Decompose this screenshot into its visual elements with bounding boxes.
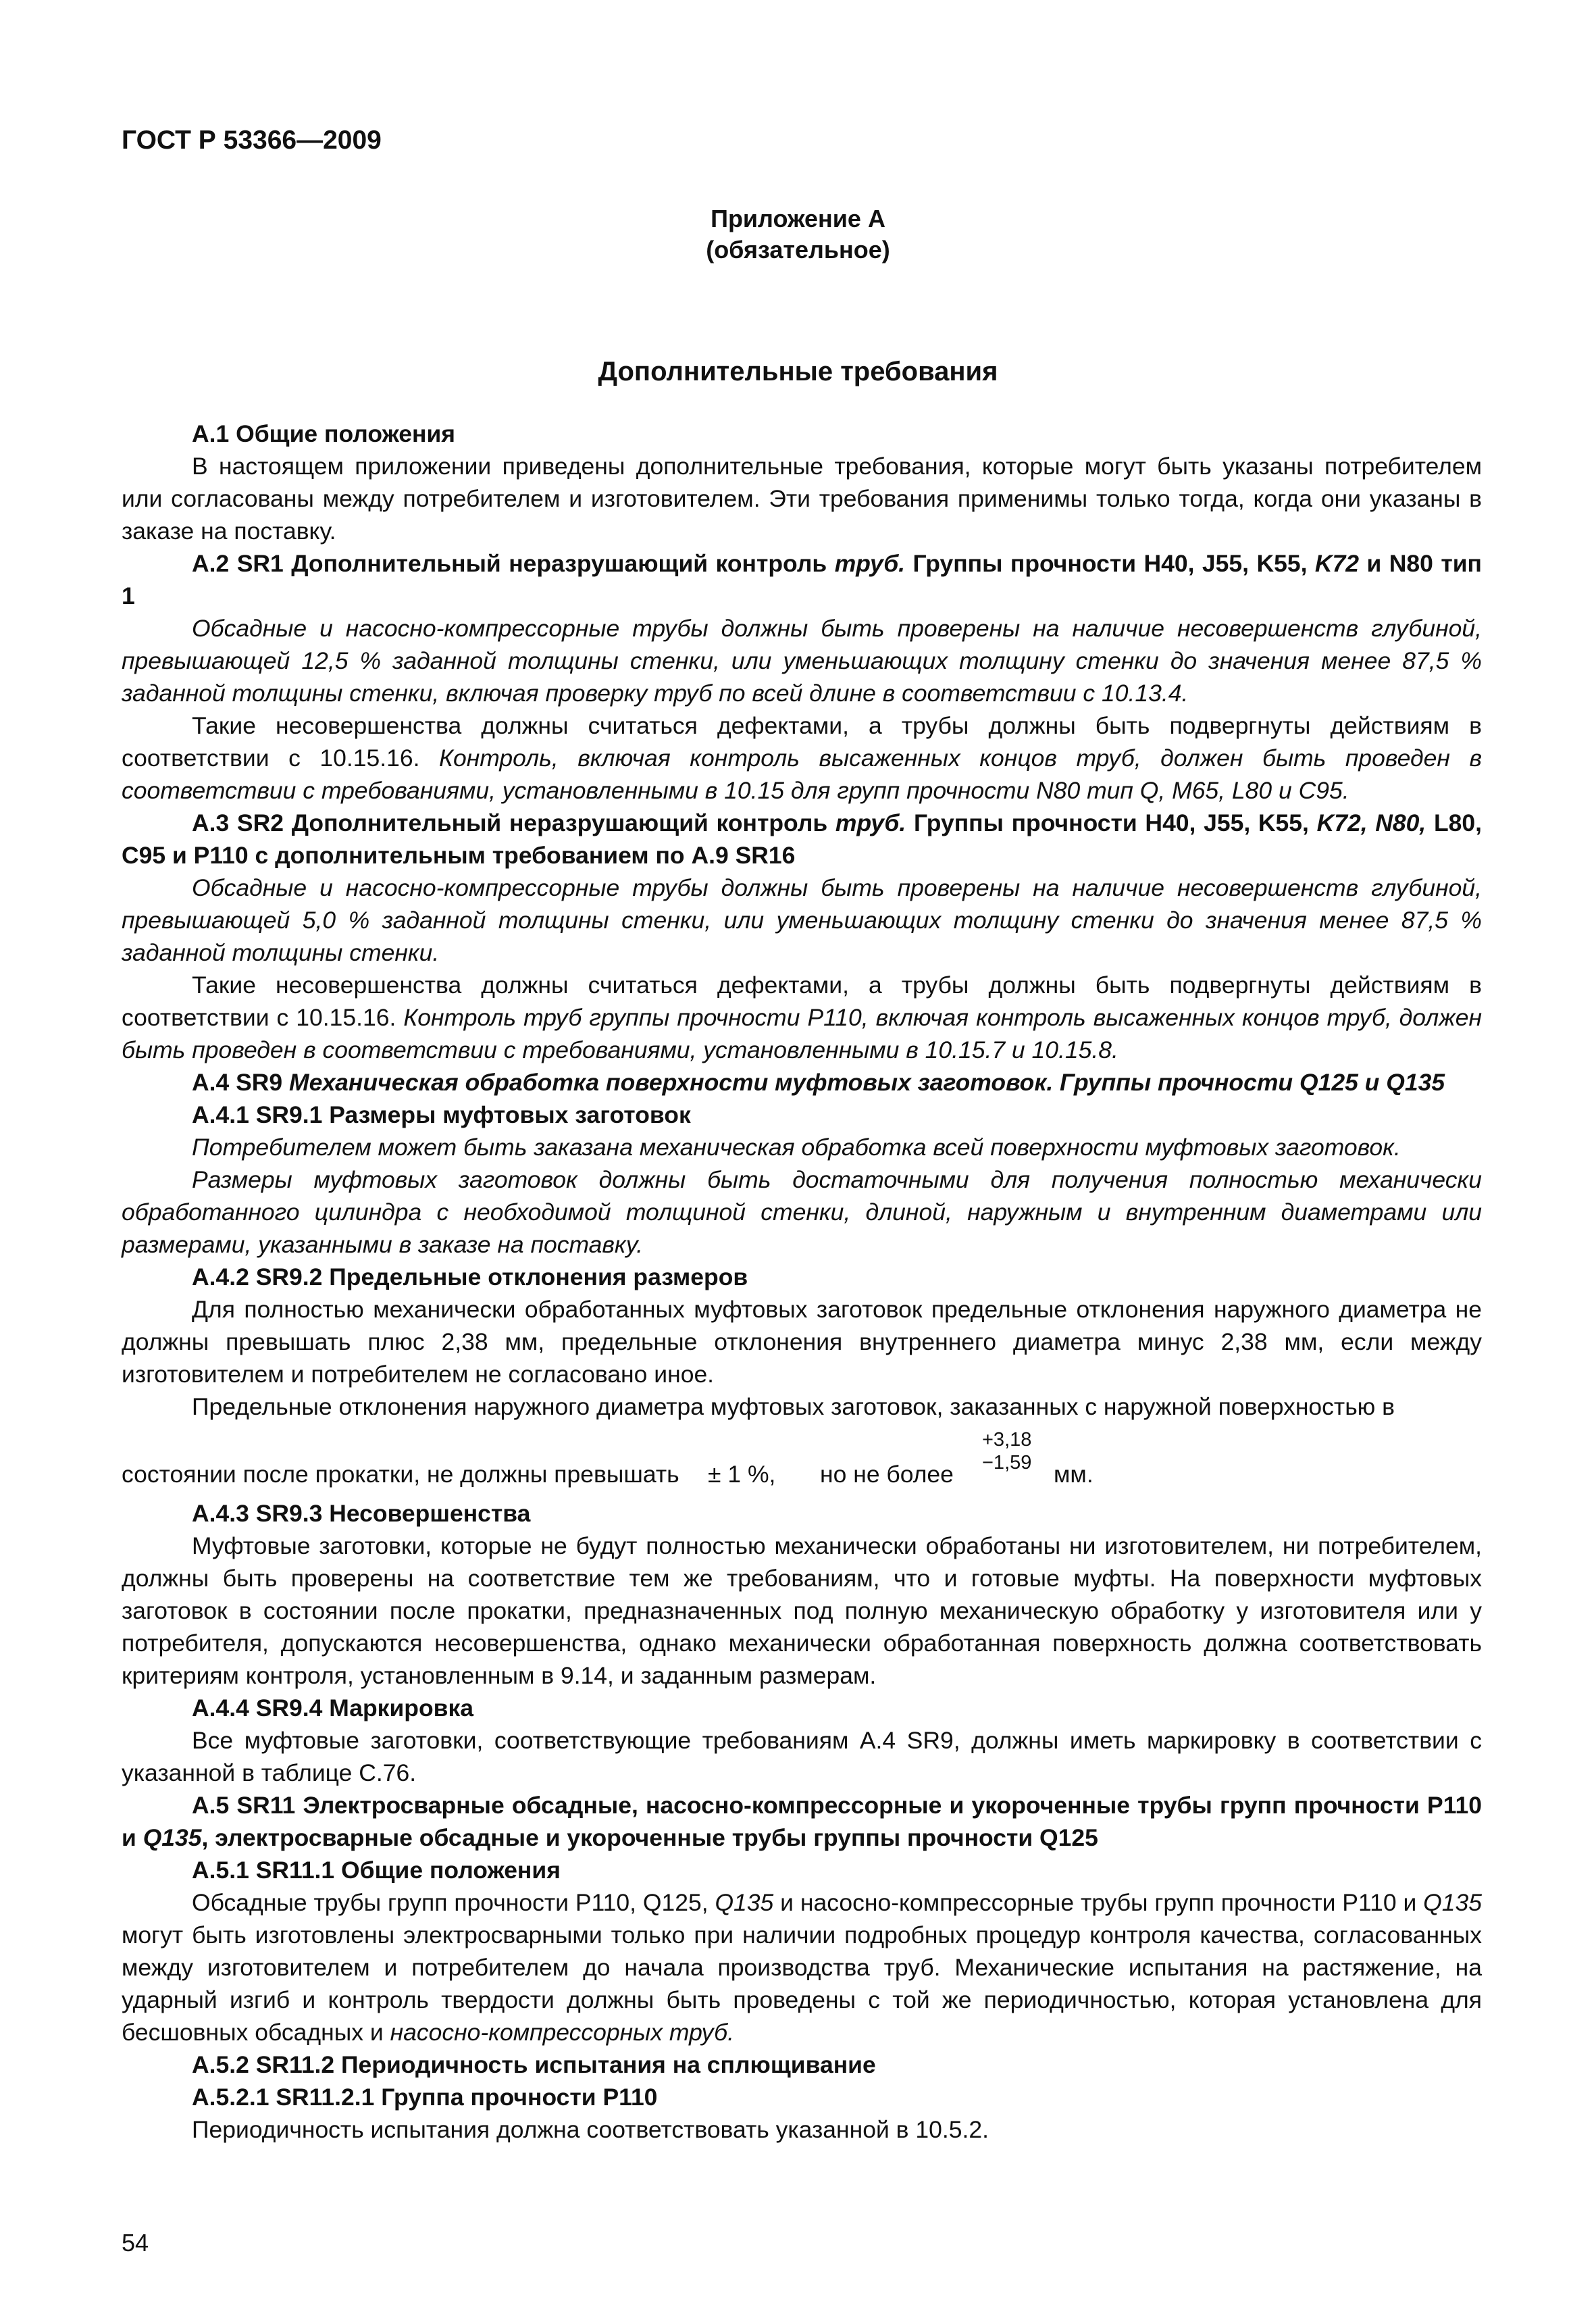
paragraph-a5-2-1: Периодичность испытания должна соответствовать указанной в 10.5.2. (192, 2116, 989, 2143)
paragraph-italic-part: насосно-компрессорных труб. (390, 2019, 735, 2046)
heading-a4-4: А.4.4 SR9.4 Маркировка (192, 1694, 473, 1721)
heading-a4-1: А.4.1 SR9.1 Размеры муфтовых заготовок (192, 1101, 691, 1128)
paragraph-italic-part: Q135 (715, 1889, 774, 1916)
tolerance-limits (982, 1428, 1031, 1474)
page-number: 54 (122, 2229, 149, 2257)
paragraph-a4-4-1: Все муфтовые заготовки, соответствующие требованиям А.4 SR9, должны иметь маркировку в соответствии с указанной в таблице С.76. (122, 1727, 1482, 1786)
appendix-status: (обязательное) (706, 236, 890, 263)
heading-a4-3: А.4.3 SR9.3 Несовершенства (192, 1500, 531, 1527)
heading-a4 (122, 1066, 1482, 1099)
paragraph-part: Такие несовершенства должны считаться дефектами, а трубы должны быть подвергнуты действиям в соответствии с 10.15.16. (122, 972, 1482, 1031)
paragraph-part: и насосно-компрессорные трубы групп прочности Р110 и (773, 1889, 1424, 1916)
tolerance-percent: ± 1 %, (708, 1461, 776, 1488)
paragraph-a5-1-1 (122, 1886, 1482, 2048)
heading-a3-part: L80, С95 и Р110 с дополнительным требованием по А.9 SR16 (122, 809, 1482, 869)
heading-a5-part: , электросварные обсадные и укороченные трубы группы прочности Q125 (201, 1824, 1098, 1851)
heading-a3-part: Группы прочности Н40, J55, K55, (906, 809, 1317, 836)
paragraph-a4-2-2: Предельные отклонения наружного диаметра муфтовых заготовок, заказанных с наружной поверхностью в (192, 1393, 1395, 1420)
paragraph-a4-3-1: Муфтовые заготовки, которые не будут полностью механически обработаны ни изготовителем, ни потребителем, должны быть проверены на соответствие тем же требованиям, что и готовые муфты. На поверхности муфтовых заготовок в состоянии после прокатки, предназначенных под полную механическую обработку у изготовителя или у потребителя, допускаются несовершенства, однако механически обработанная поверхность должна соответствовать критериям контроля, установленным в 9.14, и заданным размерам. (122, 1532, 1482, 1689)
heading-a5-2-1: А.5.2.1 SR11.2.1 Группа прочности Р110 (192, 2084, 658, 2111)
paragraph-italic-part: Контроль труб группы прочности Р110, включая контроль высаженных концов труб, должен быть проведен в соответствии с требованиями, установленными в 10.15.7 и 10.15.8. (122, 1004, 1482, 1063)
heading-a4-italic: Механическая обработка поверхности муфтовых заготовок. Группы прочности Q125 и Q135 (289, 1069, 1445, 1096)
heading-a2-italic: K72 (1314, 550, 1360, 577)
heading-a4-part: А.4 SR9 (192, 1069, 290, 1096)
heading-a2 (122, 547, 1482, 612)
heading-a2-part: Группы прочности Н40, J55, K55, (905, 550, 1315, 577)
paragraph-a2-1: Обсадные и насосно-компрессорные трубы должны быть проверены на наличие несовершенств глубиной, превышающей 12,5 % заданной толщины стенки, или уменьшающих толщину стенки до значения менее 87,5 % заданной толщины стенки, включая проверку труб по всей длине в соответствии с 10.13.4. (122, 615, 1482, 707)
tolerance-text-start: состоянии после прокатки, не должны превышать (122, 1461, 679, 1488)
standard-designation: ГОСТ Р 53366—2009 (122, 126, 382, 155)
tolerance-lower: −1,59 (982, 1452, 1032, 1474)
paragraph-a3-1: Обсадные и насосно-компрессорные трубы должны быть проверены на наличие несовершенств глубиной, превышающей 5,0 % заданной толщины стенки, или уменьшающих толщину стенки до значения менее 87,5 % заданной толщины стенки. (122, 874, 1482, 966)
heading-a5-2: А.5.2 SR11.2 Периодичность испытания на сплющивание (192, 2051, 876, 2078)
paragraph-a4-2-1: Для полностью механически обработанных муфтовых заготовок предельные отклонения наружного диаметра не должны превышать плюс 2,38 мм, предельные отклонения внутреннего диаметра минус 2,38 мм, если между изготовителем и потребителем не согласовано иное. (122, 1296, 1482, 1388)
tolerance-text-mid: но не более (820, 1461, 954, 1488)
heading-a3-italic: K72, N80, (1316, 809, 1426, 836)
tolerance-unit: мм. (1054, 1461, 1093, 1488)
heading-a3-part: А.3 SR2 Дополнительный неразрушающий контроль (192, 809, 835, 836)
heading-a1: А.1 Общие положения (192, 420, 455, 447)
paragraph-a4-1-2: Размеры муфтовых заготовок должны быть достаточными для получения полностью механически обработанного цилиндра с необходимой толщиной стенки, длиной, наружным и внутренним диаметрами или размерами, указанными в заказе на поставку. (122, 1166, 1482, 1258)
heading-a3-italic: труб. (835, 809, 906, 836)
paragraph-a3-2 (122, 969, 1482, 1066)
tolerance-line (122, 1423, 1482, 1497)
paragraph-a2-2 (122, 709, 1482, 807)
document-body (122, 418, 1482, 2146)
paragraph-part: Такие несовершенства должны считаться дефектами, а трубы должны быть подвергнуты действиям в соответствии с 10.15.16. (122, 712, 1482, 772)
paragraph-part: Обсадные трубы групп прочности Р110, Q125, (192, 1889, 715, 1916)
heading-a4-2: А.4.2 SR9.2 Предельные отклонения размеров (192, 1263, 748, 1290)
heading-a2-part: и N80 тип 1 (122, 550, 1482, 609)
heading-a5-1: А.5.1 SR11.1 Общие положения (192, 1857, 561, 1884)
section-title: Дополнительные требования (598, 357, 998, 386)
paragraph-italic-part: Контроль, включая контроль высаженных концов труб, должен быть проведен в соответствии с требованиями, установленными в 10.15 для групп прочности N80 тип Q, M65, L80 и С95. (122, 745, 1482, 804)
paragraph-a1: В настоящем приложении приведены дополнительные требования, которые могут быть указаны потребителем или согласованы между потребителем и изготовителем. Эти требования применимы только тогда, когда они указаны в заказе на поставку. (122, 453, 1482, 545)
heading-a2-italic: труб. (834, 550, 906, 577)
appendix-title: Приложение А (711, 205, 885, 232)
heading-a5 (122, 1789, 1482, 1854)
heading-a2-part: А.2 SR1 Дополнительный неразрушающий контроль (192, 550, 835, 577)
heading-a5-italic: Q135 (143, 1824, 202, 1851)
paragraph-a4-1-1: Потребителем может быть заказана механическая обработка всей поверхности муфтовых заготовок. (192, 1134, 1401, 1161)
paragraph-part: могут быть изготовлены электросварными только при наличии подробных процедур контроля качества, согласованных между изготовителем и потребителем до начала производства труб. Механические испытания на растяжение, на ударный изгиб и контроль твердости должны быть проведены с той же периодичностью, которая установлена для бесшовных обсадных и (122, 1921, 1482, 2046)
paragraph-italic-part: Q135 (1423, 1889, 1482, 1916)
tolerance-upper: +3,18 (982, 1429, 1032, 1451)
heading-a3 (122, 807, 1482, 872)
heading-a5-part: А.5 SR11 Электросварные обсадные, насосно-компрессорные и укороченные трубы групп прочности Р110 и (122, 1792, 1482, 1851)
